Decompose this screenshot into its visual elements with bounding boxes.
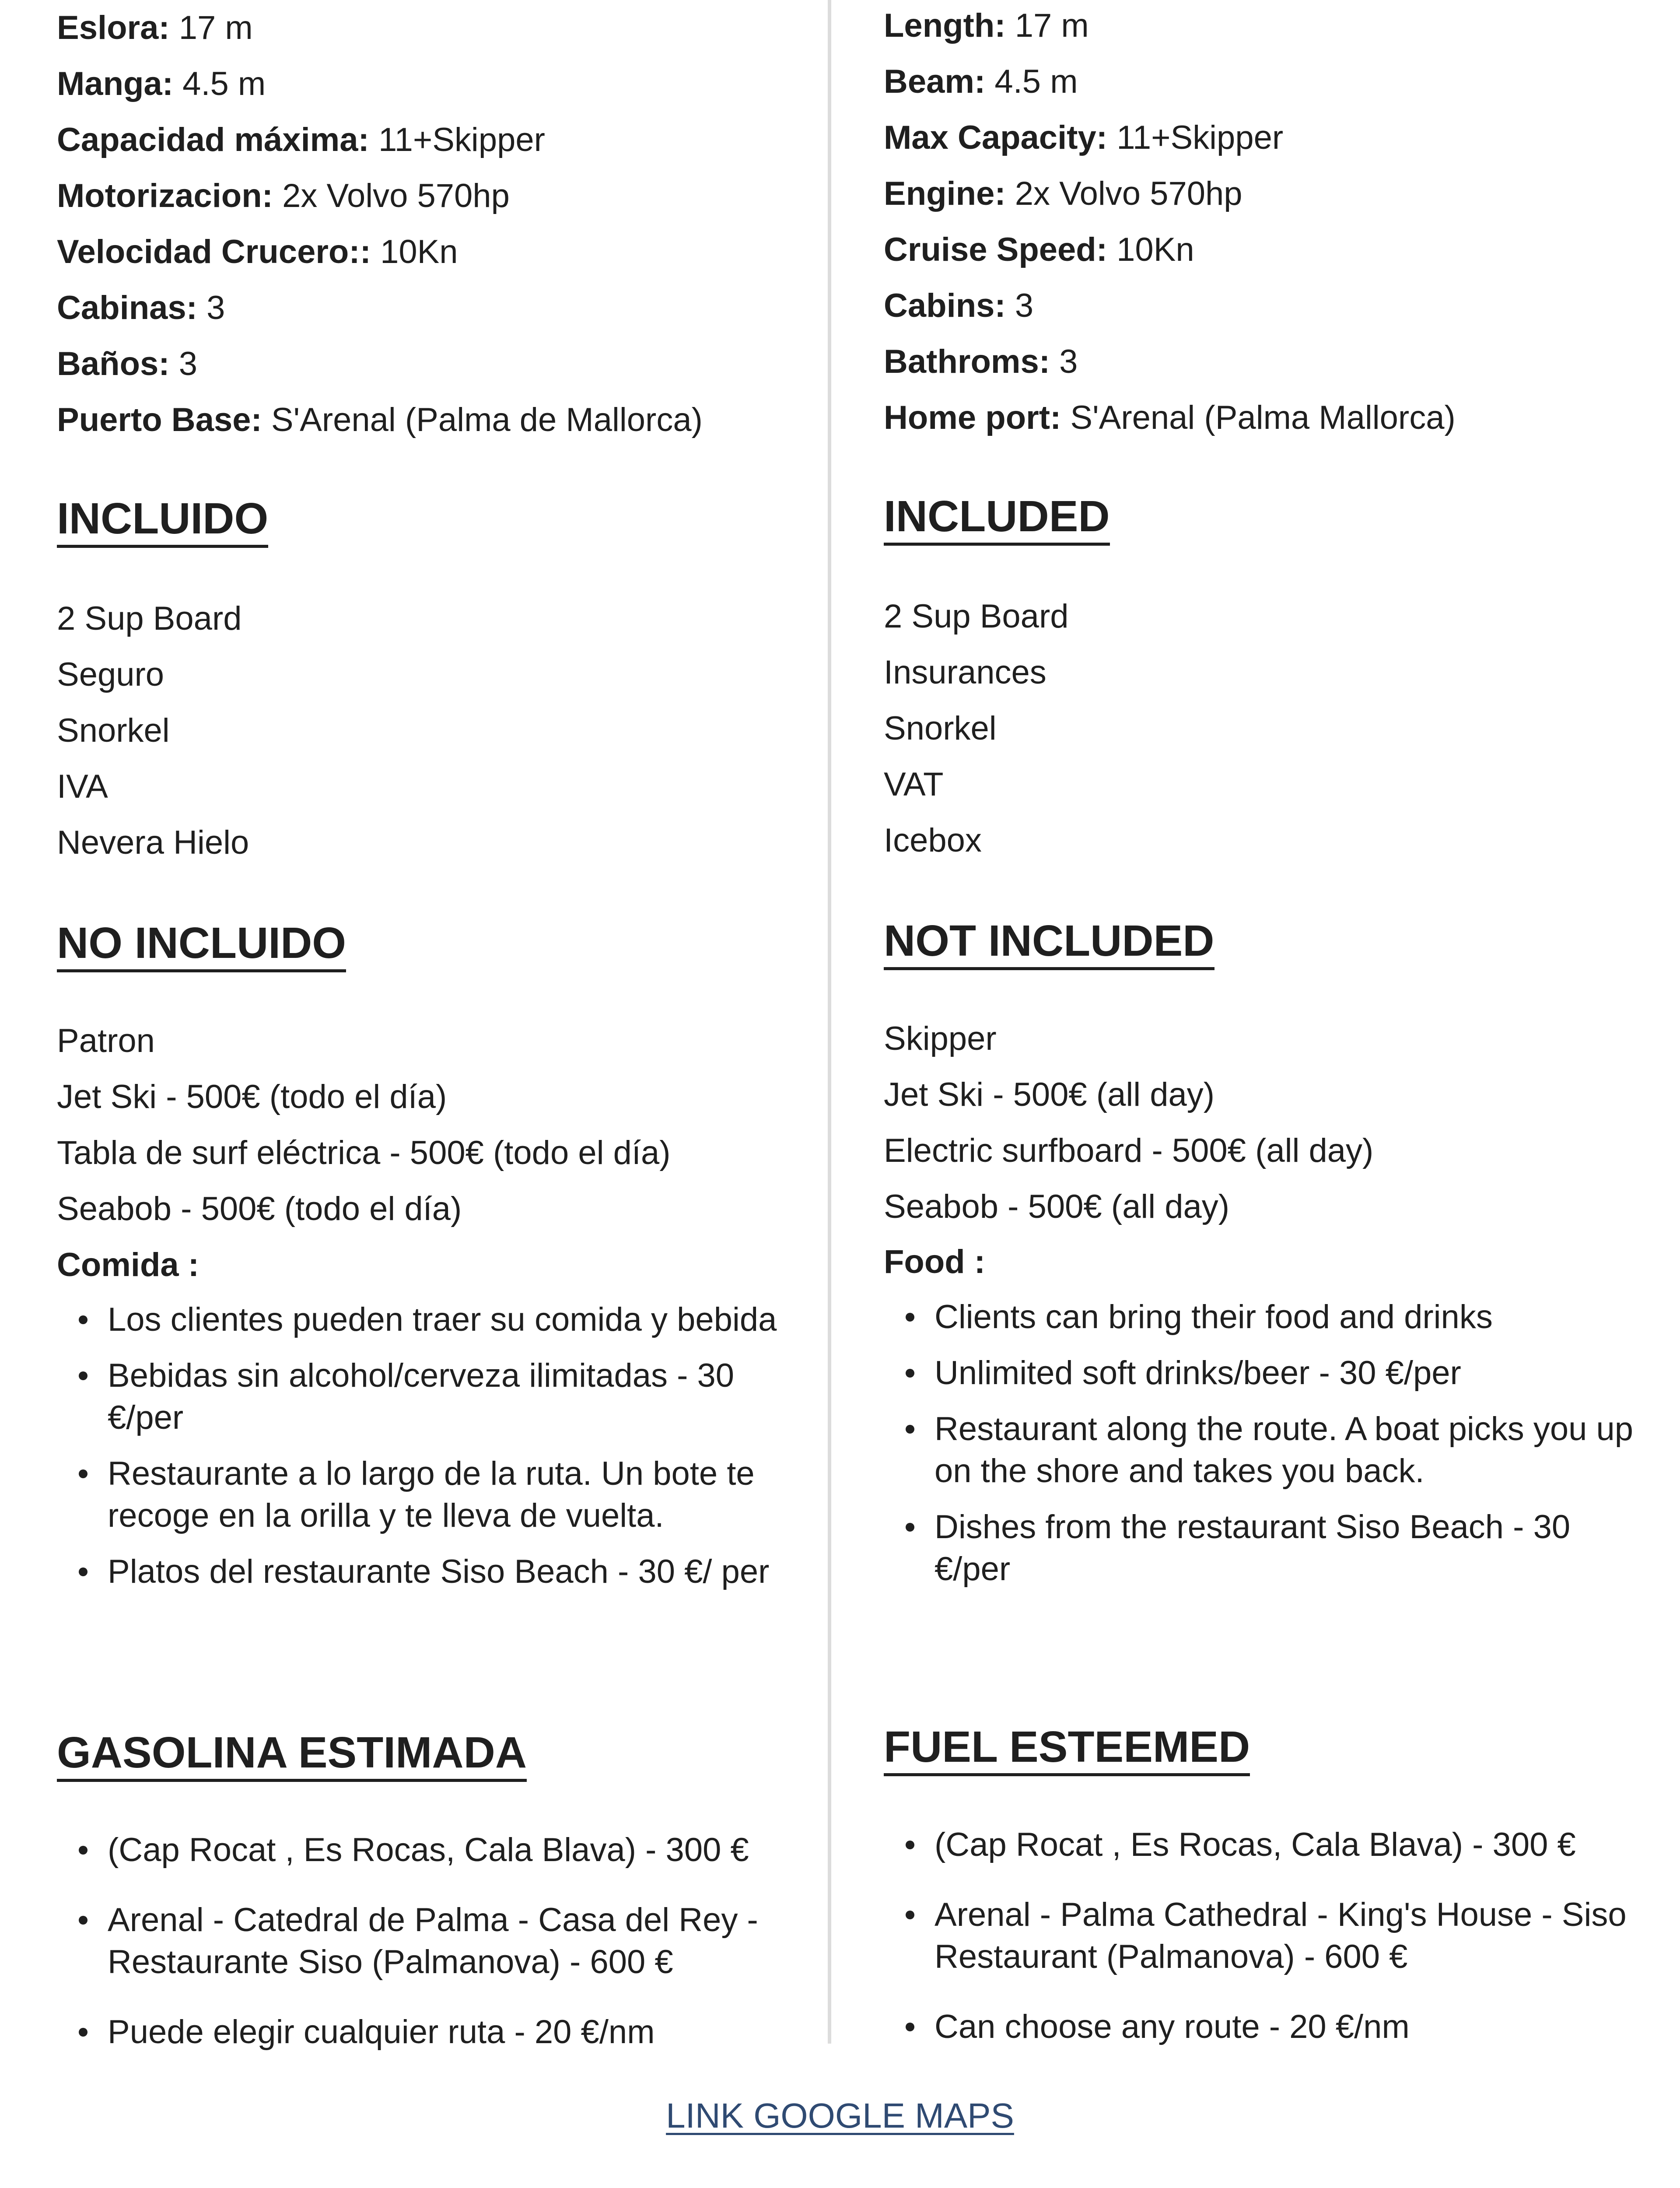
list-item: Patron [57, 1022, 155, 1059]
bullet-icon [906, 1911, 914, 1919]
list-item: (Cap Rocat , Es Rocas, Cala Blava) - 300 € [57, 1829, 809, 1871]
spec-item: Velocidad Crucero:: 10Kn [57, 233, 458, 270]
not-included-title: NOT INCLUDED [884, 919, 1214, 970]
bullet-icon [79, 2028, 88, 2037]
spec-item: Bathroms: 3 [884, 343, 1078, 380]
list-item: Jet Ski - 500€ (todo el día) [57, 1078, 447, 1115]
spec-list [57, 0, 703, 448]
bullet-icon [906, 1313, 914, 1322]
list-item: IVA [57, 768, 108, 805]
not-included-list [884, 1011, 1373, 1235]
bullet-icon [906, 1841, 914, 1849]
list-item: Restaurant along the route. A boat picks you up on the shore and takes you back. [884, 1408, 1636, 1492]
spec-item: Cabins: 3 [884, 287, 1034, 324]
spec-item: Eslora: 17 m [57, 9, 253, 46]
list-item: Dishes from the restaurant Siso Beach - 30 €/per [884, 1506, 1636, 1590]
list-item: Platos del restaurante Siso Beach - 30 €/ per [57, 1551, 809, 1593]
map-link-container [0, 2098, 1680, 2133]
included-list [884, 589, 1069, 869]
included-title: INCLUDED [884, 494, 1110, 546]
list-item: Skipper [884, 1020, 997, 1057]
column-divider [828, 0, 831, 2044]
spec-item: Beam: 4.5 m [884, 63, 1078, 100]
fuel-title: FUEL ESTEEMED [884, 1725, 1250, 1776]
list-item: Los clientes pueden traer su comida y bebida [57, 1299, 809, 1341]
spec-list [884, 0, 1456, 446]
spec-item: Baños: 3 [57, 345, 197, 382]
list-item: Insurances [884, 654, 1046, 691]
list-item: Tabla de surf eléctrica - 500€ (todo el día) [57, 1134, 671, 1171]
food-list [884, 1296, 1636, 1604]
list-item: Seabob - 500€ (all day) [884, 1188, 1230, 1225]
list-item: 2 Sup Board [884, 598, 1069, 635]
list-item: Icebox [884, 822, 982, 859]
list-item: Jet Ski - 500€ (all day) [884, 1076, 1215, 1113]
list-item: Puede elegir cualquier ruta - 20 €/nm [57, 2011, 809, 2053]
list-item: Arenal - Palma Cathedral - King's House - Siso Restaurant (Palmanova) - 600 € [884, 1894, 1636, 1978]
fuel-title: GASOLINA ESTIMADA [57, 1731, 527, 1782]
spec-item: Length: 17 m [884, 7, 1089, 44]
list-item: Restaurante a lo largo de la ruta. Un bote te recoge en la orilla y te lleva de vuelta. [57, 1453, 809, 1537]
list-item: 2 Sup Board [57, 600, 242, 637]
spec-item: Cruise Speed: 10Kn [884, 231, 1194, 268]
spec-item: Engine: 2x Volvo 570hp [884, 175, 1242, 212]
included-list [57, 591, 249, 871]
bullet-icon [79, 1846, 88, 1855]
food-list [57, 1299, 809, 1607]
not-included-list [57, 1013, 671, 1237]
bullet-icon [79, 1315, 88, 1324]
bullet-icon [79, 1469, 88, 1478]
fuel-list [884, 1824, 1636, 2076]
list-item: Bebidas sin alcohol/cerveza ilimitadas - 30 €/per [57, 1355, 809, 1439]
list-item: VAT [884, 766, 944, 803]
spec-item: Capacidad máxima: 11+Skipper [57, 121, 545, 158]
spec-item: Manga: 4.5 m [57, 65, 266, 102]
list-item: Snorkel [57, 712, 170, 749]
list-item: Seguro [57, 656, 164, 693]
bullet-icon [906, 2023, 914, 2031]
spec-item: Home port: S'Arenal (Palma Mallorca) [884, 399, 1456, 436]
spec-item: Motorizacion: 2x Volvo 570hp [57, 177, 510, 214]
list-item: Clients can bring their food and drinks [884, 1296, 1636, 1338]
bullet-icon [906, 1523, 914, 1532]
bullet-icon [906, 1425, 914, 1434]
list-item: (Cap Rocat , Es Rocas, Cala Blava) - 300 € [884, 1824, 1636, 1866]
list-item: Nevera Hielo [57, 824, 249, 861]
food-label: Food : [884, 1243, 986, 1280]
bullet-icon [79, 1916, 88, 1925]
spec-item: Max Capacity: 11+Skipper [884, 119, 1284, 156]
list-item: Unlimited soft drinks/beer - 30 €/per [884, 1352, 1636, 1394]
spec-item: Puerto Base: S'Arenal (Palma de Mallorca) [57, 401, 703, 438]
list-item: Electric surfboard - 500€ (all day) [884, 1132, 1374, 1169]
fuel-list [57, 1829, 809, 2081]
google-maps-link[interactable]: LINK GOOGLE MAPS [666, 2096, 1014, 2135]
included-title: INCLUIDO [57, 497, 268, 548]
food-label: Comida : [57, 1246, 200, 1283]
not-included-title: NO INCLUIDO [57, 921, 346, 972]
list-item: Seabob - 500€ (todo el día) [57, 1190, 462, 1227]
bullet-icon [79, 1371, 88, 1380]
bullet-icon [906, 1369, 914, 1378]
spec-item: Cabinas: 3 [57, 289, 225, 326]
bullet-icon [79, 1567, 88, 1576]
list-item: Arenal - Catedral de Palma - Casa del Rey - Restaurante Siso (Palmanova) - 600 € [57, 1899, 809, 1983]
list-item: Snorkel [884, 710, 997, 747]
list-item: Can choose any route - 20 €/nm [884, 2006, 1636, 2048]
